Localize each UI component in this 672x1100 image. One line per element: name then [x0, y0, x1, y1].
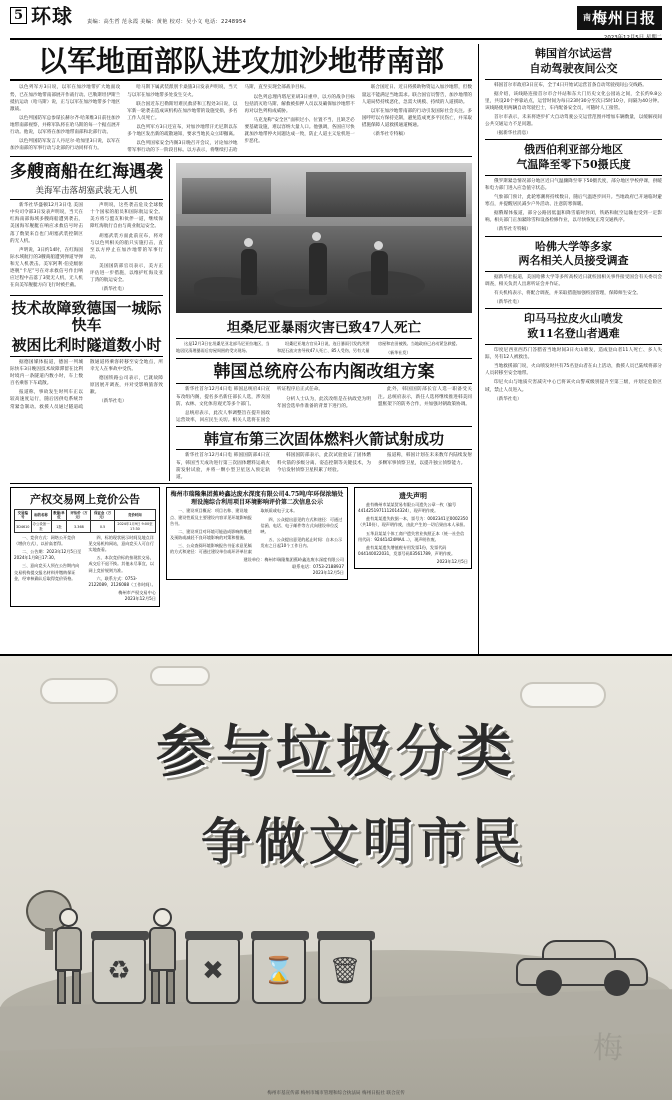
issue-date: 2023年12月5日 星期二 [603, 35, 662, 41]
section-number: 5 [10, 7, 27, 24]
paragraph: 兹有某某遗失增值税专用发票1份，发票代码044140022031，发票号码03561789，声明作废。 [358, 544, 456, 556]
cell: 3.368 [67, 521, 91, 533]
hazard-icon: ✖ [202, 956, 224, 986]
lost-notice[interactable] [354, 487, 472, 570]
cell: 2024年1月9日 9:00至17:30 [114, 521, 155, 533]
paragraph: 报道称，韩国计划在未来数年内陆续发射多颗军事侦察卫星，以提升独立侦察能力。 [378, 453, 472, 466]
seoul-bus-body [485, 82, 662, 138]
paragraph: 据德国媒体报道，德国一列城际快车3日晚因技术故障滞留在比利时境内一条隧道内数小时，车上数百名乘客下车疏散。 [10, 359, 83, 387]
korea-rocket-body [176, 452, 472, 480]
content-grid [10, 44, 662, 656]
signature-date: 2023年12月5日 [124, 596, 156, 602]
lost-notice-body [358, 502, 468, 557]
paragraph-credit: （新华社电） [99, 399, 127, 405]
brand-block [577, 6, 662, 41]
right-column [478, 44, 662, 656]
divider [10, 79, 472, 81]
paragraph: 三、意向竞买人须在公告期内向交易机构提交报名材料并缴纳保证金，经审核确认后取得竞价资格。 [14, 563, 80, 581]
paragraph-credit: （新华社电） [99, 287, 127, 293]
env-impact-notice[interactable] [166, 487, 348, 580]
figure-leg [151, 970, 160, 1004]
korea-cabinet-body [176, 386, 472, 424]
worker-figure [52, 908, 86, 1004]
harvard-headline-1: 哈佛大学等多家 [535, 239, 612, 253]
divider [485, 308, 662, 309]
secondary-left [10, 159, 170, 480]
paragraph: 六、联系方式：0753-2122089、2126088（工作时间）。 [88, 575, 156, 587]
paragraph: 二、建设项目对环境可能造成影响的概述及预防或减轻不良环境影响的对策和措施。 [170, 528, 252, 541]
car-wheel [604, 970, 630, 996]
lost-notice-title: 遗失声明 [399, 490, 427, 500]
paragraph: 这是12月3日在坦桑尼亚北部马尼亚拉地区，当地居民清理暴雨后房屋周围的受灾现场。 [176, 341, 270, 353]
paragraph: 以色列国家安全内阁3日晚召开会议，讨论加沙地带军事行动的下一阶段目标。以方表示，将继续打击哈马斯，直至实现全部战争目标。 [127, 85, 309, 154]
cell: 1批 [51, 521, 67, 533]
bin-lid [91, 931, 149, 940]
paragraph: 五、公众提出意见的起止时间：自本公示发布之日起10个工作日内。 [260, 537, 343, 549]
paragraph: 以色列军方3日说，以军在加沙地带扩大地面攻势，已在加沙地带南部展开作战行动。巴勒斯坦伊斯兰抵抗运动（哈马斯）说，正与以军在加沙地带多个地区激战。 [10, 85, 121, 112]
paragraph: 一、建设项目概况：项目名称、建设地点、建设性质及主要建设内容详见环境影响报告书。 [170, 508, 252, 526]
paragraph: 联合国近日、近日将援助物资运入加沙地带，但数量远不能满足当地需求。联合国官员警告，加沙地带的人道局势持续恶化，急需大规模、持续的人道援助。 [361, 85, 473, 105]
paragraph: 四、标的现状展示时间及地点详见交易机构网站，意向竞买人可自行实地查看。 [88, 534, 154, 553]
col-header: 评估价（万元） [67, 509, 91, 521]
paragraph: 以色列国防军总参谋长赫尔齐·哈莱维3日前往加沙地带南部视察，并称军队将在哈马斯的每一个据点展开行动。他说，以军将在加沙地带南部和北部行动。 [10, 115, 121, 136]
paragraph-credit: （据新华社消息） [494, 131, 531, 137]
kitchen-waste-bin [252, 938, 306, 1004]
lead-headline: 以军地面部队进攻加沙地带南部 [37, 44, 444, 78]
paragraph: 印度尼西亚西苏门答腊省当地时间3日火山喷发，造成登山者11人死亡、多人失踪，另有12人被救出。 [485, 347, 662, 361]
seoul-bus-headline-2: 自动驾驶夜间公交 [529, 61, 618, 75]
figure-leg [57, 970, 66, 1004]
col-header: 交易编号 [15, 509, 32, 521]
photo-person [309, 243, 327, 295]
photo-block [176, 163, 472, 355]
divider [176, 383, 472, 384]
classifieds-row [10, 487, 472, 607]
watermark-logo: 梅 [593, 1031, 623, 1066]
paragraph: 五华县某某个体工商户遗失营业执照正本（统一社会信用代码：92441424MA4...），现声明作废。 [358, 530, 465, 542]
photo-vehicle-left [182, 178, 271, 214]
figure-head [153, 908, 172, 927]
paragraph: 印尼火山与地质灾害减灾中心已将该火山警戒级别提升至第三级，并划定危险区域，禁止人员进入。 [485, 380, 662, 393]
paragraph: 兹有梅州市某某贸易有限公司遗失公章一枚（编号4414251971112014324），现声明作废。 [358, 501, 457, 514]
bin-lid [185, 931, 243, 940]
figure-head [59, 908, 78, 927]
section-name: 环球 [31, 4, 73, 28]
photo-truck [306, 172, 466, 217]
signature-line: 联系电话：0753-2188937 [292, 563, 344, 569]
ads-stack [166, 487, 348, 607]
divider [10, 295, 163, 296]
secondary-region [10, 159, 472, 480]
divider [176, 338, 472, 339]
cell: 0.5 [91, 521, 114, 533]
divider [485, 139, 662, 140]
paragraph: 俄罗斯紧急情况部分地区近日气温骤降至零下50摄氏度，部分地区学校停课，供暖和电力部门进入应急值守状态。 [485, 178, 662, 191]
masthead [10, 6, 662, 40]
paragraph: 有关机构表示，将配合调查，并采取措施加强校园管理，保障师生安全。 [494, 291, 642, 297]
auction-table [14, 509, 156, 533]
paragraph-credit: （新华社专特稿） [494, 227, 531, 233]
paragraph: 新华社华盛顿12月3日电 美国中央司令部3日发表声明说，当天在红海南部海域多艘商船遭到袭击，美国海军舰艇在响应求救信号时击落了数架来自也门胡塞武装控制区的无人机。 [10, 203, 83, 244]
paragraph: 四、公众提出意见的方式和途径：可通过信函、电话、电子邮件等方式向建设单位反映。 [260, 516, 343, 534]
cloud-icon [520, 682, 606, 708]
paragraph: 此外，韩国国防部长官人选一职备受关注。总统府表示，新任人选将继续推进韩美同盟框架下的防务合作，并加强对朝政策协调。 [378, 387, 472, 407]
paragraph: 新华社首尔12月4日电 韩国国防部4日宣布，韩国当天成功进行第三次固体燃料运载火箭发射试验，并将一颗小型卫星送入预定轨道。 [176, 453, 270, 480]
korea-rocket-headline: 韩宣布第三次固体燃料火箭试射成功 [203, 429, 444, 448]
harvard-body [485, 274, 662, 306]
bin-lid [251, 931, 309, 940]
paragraph: 联合国近东巴勒斯坦难民救济和工程处3日说，以军新一轮袭击造成该机构在加沙地带的设施受损，多名工作人员死亡。 [127, 101, 238, 121]
auction-title: 产权交易网上竞价公告 [30, 492, 140, 506]
car-illustration [516, 944, 648, 996]
paragraph: 以军在加沙地带南部的行动引发国际社会关注。多国呼吁以方保持克制，避免造成更多平民伤亡，并采取措施保障人道救援通道畅通。 [361, 108, 473, 128]
signature-date: 2023年12月5日 [312, 570, 344, 576]
paragraph: 新华社首尔12月4日电 韩国总统府4日宣布改组内阁，提名多名新任部长人选，涉及国防、农林、文化体育观光等多个部门。 [176, 387, 270, 407]
cloud-icon [150, 666, 210, 686]
paragraph: 据新华社报道，美国哈佛大学等多所高校近日就校园相关事件接受国会有关委员会调查，相关负责人出席听证会并作证。 [485, 275, 662, 288]
paragraph: 以色列国防军发言人丹尼尔·哈加里3日说，以军在加沙南部的军事行动与北部的行动同样有力。 [10, 139, 121, 152]
photo-person [371, 251, 388, 295]
other-waste-bin [318, 938, 372, 1004]
paragraph: 当地救援部门说，火山喷发时共有75名登山者在山上活动，救援人员已陆续将部分人员转移至安全地带。 [485, 364, 662, 377]
paragraph: 报道称，事故发生时列车正以较高速度运行，随后因供电系统异常紧急制动。救援人员通过隧道疏散通道将乘客转移至安全地点，所幸无人在事故中受伤。 [10, 359, 163, 410]
divider [10, 156, 472, 157]
ship-body [10, 202, 163, 293]
divider [176, 426, 472, 427]
paragraph-credit: （新华社发） [386, 349, 411, 355]
figure-body [149, 927, 176, 971]
news-photo [176, 163, 472, 313]
paragraph: 二、公告期：2023年12月5日至2024年1月8日17:30。 [14, 549, 82, 561]
photo-person [241, 249, 257, 295]
col-header: 竞价时间 [114, 509, 155, 521]
divider [485, 236, 662, 237]
harvard-headline-2: 两名相关人员接受调查 [518, 254, 629, 268]
tunnel-body [10, 359, 163, 411]
table-header-row [15, 509, 156, 521]
paragraph: 坦桑尼亚地方官员3日说，连日暴雨引发的洪涝和泥石流灾害导致47人死亡、85人受伤，另有大量房屋和农田被毁。当地政府已启动紧急救援。 [277, 341, 460, 353]
ship-headline: 多艘商船在红海遇袭 [10, 162, 163, 183]
hazardous-bin [186, 938, 240, 1004]
env-notice-signature [170, 557, 344, 576]
auction-signature [14, 590, 156, 603]
divider [10, 356, 163, 357]
psa-banner [0, 654, 672, 1100]
psa-slogan-line1: 参与垃圾分类 [156, 719, 516, 785]
cell: 办公设备一批 [32, 522, 50, 531]
photo-caption-body [176, 341, 472, 355]
paragraph: 五、本次竞价标的按现状交易，成交后不退不换。其他未尽事宜，以网上竞价规则为准。 [88, 555, 154, 573]
col-header: 数量/单位 [51, 509, 67, 521]
paragraph: 韩国首尔市政府3日宣布，全于4日开始试运营首条自动驾驶夜间公交线路。 [494, 82, 647, 88]
paragraph: 韩国国防部表示，此次试验验证了固体燃料火箭的多级分离、姿态控制等关键技术，为今后发射侦察卫星积累了经验。 [277, 453, 371, 473]
psa-slogan [0, 708, 672, 874]
volcano-headline-1: 印马马拉皮火山喷发 [524, 312, 623, 326]
figure-body [55, 927, 82, 971]
paragraph: 气象部门预计，此轮寒潮将持续数日，随后气温逐步回升。当地政府已开通临时避寒点，并提醒居民减少户外活动、注意防寒保暖。 [485, 194, 662, 208]
korea-cabinet-headline: 韩国总统府公布内阁改组方案 [213, 361, 435, 382]
citizen-figure [146, 908, 180, 1004]
lead-body [10, 84, 472, 154]
paragraph-credit: （新华社电） [494, 396, 522, 402]
divider [485, 79, 662, 80]
divider [485, 175, 662, 176]
siberia-body [485, 178, 662, 234]
food-waste-icon: ⌛ [262, 956, 296, 986]
psa-footer: 梅州市基宣传部 梅州市城市管理和综合执法局 梅州日报社 联合宣传 [267, 1091, 405, 1096]
paragraph-credit: （新华社电） [494, 300, 522, 306]
paragraph: 总统府表示，此次人事调整旨在提升国政运营效率，回应民生关切。相关人选将在国会听证程序后正式任命。 [176, 387, 323, 423]
env-notice-title: 梅州市瑞隆集团蕉岭鑫达废水深度有限公司4.75吨/年环保浓缩处理设施综合利用项目环境影响评价第二次信息公示 [170, 490, 344, 506]
paragraph: 三、公众查阅环境影响报告书征求意见稿的方式和途径：可通过建设单位或环评单位索取纸质或电子文本。 [170, 508, 298, 555]
divider [485, 271, 662, 272]
paragraph: 分析人士认为，此次改组是在执政党为明年国会选举作准备的背景下进行的。 [277, 396, 371, 409]
paragraph: 据俄媒体报道，部分公路因低温和降雪临时封闭，铁路和航空运输也受到一定影响。相关部门正加紧除雪和设备检修作业，以尽快恢复正常交通秩序。 [485, 211, 662, 224]
page-credits: 责编：高生哲 范永霞 美编：黄艳 校对：吴小文 电话：2248954 [87, 19, 247, 25]
col-header: 保证金（万元） [91, 509, 114, 521]
brand-name: 梅州日报 [591, 9, 656, 27]
table-row [15, 521, 156, 533]
newspaper-logo [577, 6, 662, 30]
main-column [10, 44, 478, 656]
trash-icon: 🗑 [328, 956, 362, 986]
secondary-right [170, 159, 472, 480]
auction-notice[interactable] [10, 487, 160, 607]
car-wheel [536, 970, 562, 996]
paragraph: 以色列军方3日还宣布，对加沙地带汗尤尼斯以东多个地区发出新的疏散通知，要求当地民众立即撤离。 [127, 124, 238, 138]
cloud-icon [40, 678, 118, 704]
tunnel-headline-2: 被困比利时隧道数小时 [11, 336, 162, 355]
divider [485, 344, 662, 345]
recycling-bin [92, 938, 146, 1004]
signature-line: 建设单位：梅州市瑞隆集团蕉岭鑫达废水深度有限公司 [243, 557, 344, 563]
paragraph: 声明说，这些袭击危及全球数十个国家的船员和国际航运安全。美方将与盟友和伙伴一道，继续保障红海航行自由与商业航运安全。 [90, 203, 163, 230]
paragraph: 美国国防部官员表示，美方正评估进一步措施，以维护红海及亚丁湾的航运安全。 [90, 263, 163, 284]
seoul-bus-headline-1: 韩国首尔试运营 [535, 47, 612, 60]
divider [10, 483, 472, 484]
paragraph: 以色列总理内塔尼亚胡3日重申，以方的战争目标包括消灭哈马斯、解救被扣押人员以及确保加沙地带不再对以色列构成威胁。 [244, 94, 355, 114]
volcano-body [485, 347, 662, 403]
cell: 3D4610 [15, 521, 32, 533]
bin-lid [317, 931, 375, 940]
paragraph: 哈马斯下属武装派别卡桑旅3日发表声明说，当天与以军在加沙地带多处发生交火。 [127, 85, 238, 98]
env-notice-body [170, 508, 344, 555]
recycle-icon: ♻ [107, 956, 131, 986]
paragraph: 马克龙称“安全区”面积过小、位置不当，且缺乏必要基础设施，难以容纳大量人口。他强调，各国应尽快就加沙地带停火问题达成一致，防止人道主义危机进一步恶化。 [244, 117, 355, 145]
brand-prefix: 南 [582, 12, 592, 22]
paragraph: 胡塞武装方面此前宣布，将对与以色列相关的船只实施打击，直至以方停止在加沙地带的军事行动。 [90, 233, 163, 260]
divider [10, 199, 163, 200]
lost-notice-date: 2023年12月5日 [436, 559, 468, 565]
photo-caption-title: 坦桑尼亚暴雨灾害已致47人死亡 [226, 320, 422, 337]
ship-deck: 美海军击落胡塞武装无人机 [35, 186, 138, 197]
figure-leg [166, 970, 175, 1004]
paragraph: 首尔市表示，未来将逐步扩大自动驾驶公交运营范围并增加车辆数量，以缓解夜间公共交通运力不足问题。 [485, 114, 662, 128]
figure-leg [72, 970, 81, 1004]
paragraph: 一、竞价方式：网络公开竞价（增价方式），以价高者得。 [14, 534, 76, 547]
paragraph-credit: （新华社专特稿） [370, 132, 408, 138]
paragraph: 据介绍，该线路连接首尔市合井站和东大门历史文化公园站之间，全长约9.8公里，共设20个停靠站点，运营时间为每日23时30分至次日5时10分，间隔为40分钟。该线路使用两辆自动驾驶巴士，车内配备安全员，可随时人工接管。 [485, 91, 662, 111]
col-header: 标的名称 [31, 509, 51, 521]
divider [176, 449, 472, 450]
lost-notice-wrap [354, 487, 472, 607]
paragraph: 兹有某某遗失收据一本，票号为：0002341至0002350（共10份），现声明作废，由此产生的一切后果由本人承担。 [358, 516, 468, 528]
psa-slogan-line2: 争做文明市民 [201, 812, 525, 871]
divider [176, 358, 472, 359]
siberia-headline-1: 俄西伯利亚部分地区 [524, 143, 623, 157]
siberia-headline-2: 气温降至零下50摄氏度 [516, 158, 631, 172]
paragraph: 声明说，3日约14时，在红海国际水域航行的3艘商船遭到弹道导弹和无人机袭击。美军阿利·伯克级驱逐舰“卡尼”号在对求救信号作出响应过程中击落了3架无人机，无人机在向美军舰艇方向飞行时被拦截。 [10, 247, 83, 289]
signature-line: 梅州市产权交易中心 [118, 590, 156, 595]
tunnel-headline: 技术故障致德国一城际快车 [11, 299, 162, 334]
paragraph: 德国铁路公司表示，已就故障原因展开调查，并对受影响旅客致歉。 [90, 376, 163, 396]
auction-notes [14, 535, 156, 588]
volcano-headline-2: 致11名登山者遇难 [527, 327, 620, 341]
